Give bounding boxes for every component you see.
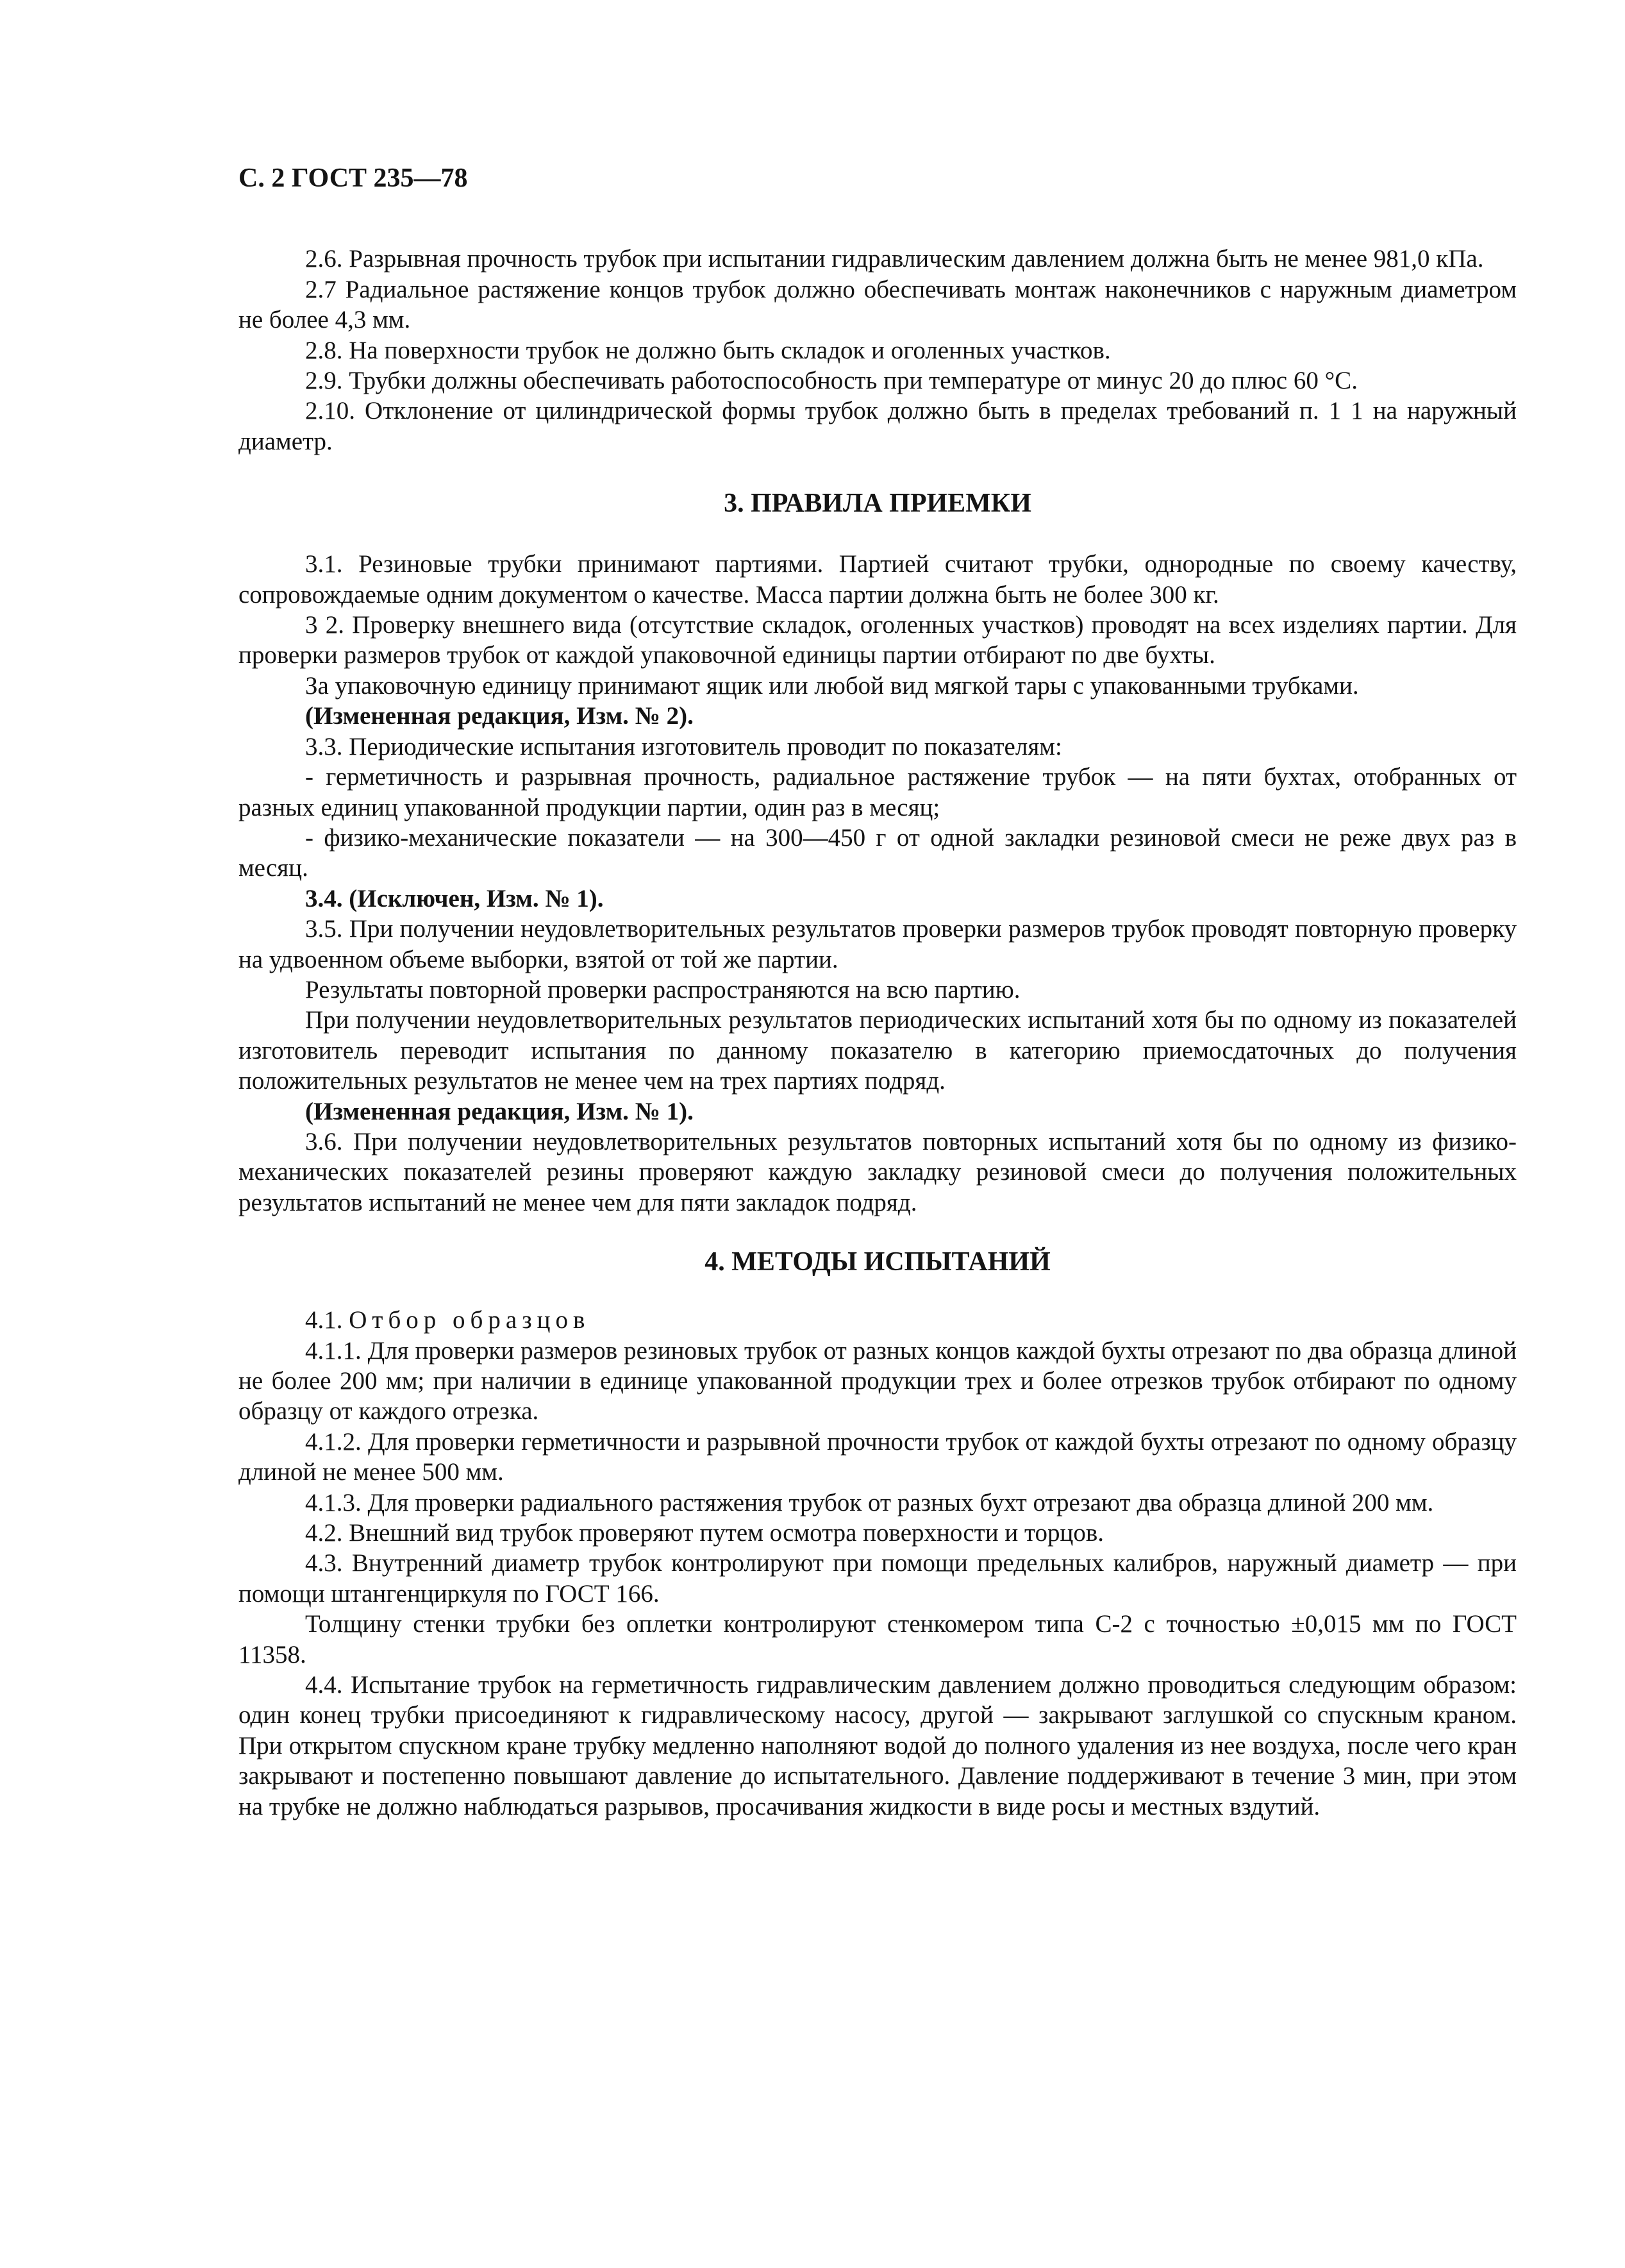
paragraph-3-5-result: Результаты повторной проверки распространяются на всю партию. [305, 975, 1021, 1004]
paragraph-2-8: 2.8. На поверхности трубок не должно быть складок и оголенных участков. [305, 336, 1111, 364]
paragraph-3-3-item-2: - физико-механические показатели — на 300—450 г от одной закладки резиновой смеси не реже двух раз в месяц. [238, 823, 1517, 882]
paragraph-4-1-heading: Отбор образцов [349, 1306, 590, 1334]
paragraph-4-1-1: 4.1.1. Для проверки размеров резиновых трубок от разных концов каждой бухты отрезают по два образца длиной не более 200 мм; при наличии в единице упакованной продукции трех и более отрезков трубок отбирают по одному образцу от каждого отрезка. [238, 1336, 1517, 1425]
paragraph-3-1: 3.1. Резиновые трубки принимают партиями. Партией считают трубки, однородные по своему качеству, сопровождаемые одним документом о качестве. Масса партии должна быть не более 300 кг. [238, 550, 1517, 609]
paragraph-3-3: 3.3. Периодические испытания изготовитель проводит по показателям: [305, 732, 1062, 760]
paragraph-3-3-item-1: - герметичность и разрывная прочность, радиальное растяжение трубок — на пяти бухтах, отобранных от разных единиц упакованной продукции партии, один раз в месяц; [238, 763, 1517, 821]
paragraph-3-2-packaging: За упаковочную единицу принимают ящик или любой вид мягкой тары с упакованными трубками. [305, 671, 1359, 700]
paragraph-4-1-2: 4.1.2. Для проверки герметичности и разрывной прочности трубок от каждой бухты отрезают по одному образцу длиной не менее 500 мм. [238, 1427, 1517, 1486]
paragraph-4-3: 4.3. Внутренний диаметр трубок контролируют при помощи предельных калибров, наружный диаметр — при помощи штангенциркуля по ГОСТ 166. [238, 1549, 1517, 1608]
paragraph-4-1-3: 4.1.3. Для проверки радиального растяжения трубок от разных бухт отрезают два образца длиной 200 мм. [305, 1488, 1434, 1516]
amendment-note-1: (Измененная редакция, Изм. № 1). [305, 1097, 694, 1125]
section-4-title: 4. МЕТОДЫ ИСПЫТАНИЙ [704, 1247, 1051, 1277]
paragraph-4-3-wall: Толщину стенки трубки без оплетки контролируют стенкомером типа С-2 с точностью ±0,015 мм по ГОСТ 11358. [238, 1610, 1517, 1668]
paragraph-2-6: 2.6. Разрывная прочность трубок при испытании гидравлическим давлением должна быть не менее 981,0 кПа. [305, 245, 1484, 273]
document-page [238, 164, 1517, 1822]
paragraph-4-2: 4.2. Внешний вид трубок проверяют путем осмотра поверхности и торцов. [305, 1519, 1104, 1547]
paragraph-2-10: 2.10. Отклонение от цилиндрической формы трубок должно быть в пределах требований п. 1 1 на наружный диаметр. [238, 397, 1517, 455]
paragraph-3-2: 3 2. Проверку внешнего вида (отсутствие складок, оголенных участков) проводят на всех изделиях партии. Для проверки размеров трубок от каждой упаковочной единицы партии отбирают по две бухты. [238, 611, 1517, 669]
amendment-note-2: (Измененная редакция, Изм. № 2). [305, 702, 694, 730]
paragraph-4-4: 4.4. Испытание трубок на герметичность гидравлическим давлением должно проводиться следующим образом: один конец трубки присоединяют к гидравлическому насосу, другой — закрывают заглушкой со спускным краном. При открытом спускном кране трубку медленно наполняют водой до полного удаления из нее воздуха, после чего кран закрывают и постепенно повышают давление до испытательного. Давление поддерживают в течение 3 мин, при этом на трубке не должно наблюдаться разрывов, просачивания жидкости в виде росы и местных вздутий. [238, 1671, 1517, 1820]
page-header: С. 2 ГОСТ 235—78 [238, 164, 468, 193]
paragraph-2-7: 2.7 Радиальное растяжение концов трубок должно обеспечивать монтаж наконечников с наружным диаметром не более 4,3 мм. [238, 275, 1517, 334]
paragraph-3-5: 3.5. При получении неудовлетворительных результатов проверки размеров трубок проводят повторную проверку на удвоенном объеме выборки, взятой от той же партии. [238, 915, 1517, 973]
paragraph-4-1-number: 4.1. [305, 1306, 343, 1334]
paragraph-3-4: 3.4. (Исключен, Изм. № 1). [305, 884, 604, 912]
section-3-title: 3. ПРАВИЛА ПРИЕМКИ [724, 489, 1031, 519]
paragraph-3-6: 3.6. При получении неудовлетворительных результатов повторных испытаний хотя бы по одному из физико-механических показателей резины проверяют каждую закладку резиновой смеси до получения положительных результатов испытаний не менее чем для пяти закладок подряд. [238, 1127, 1517, 1216]
paragraph-4-1 [238, 1305, 1517, 1335]
paragraph-2-9: 2.9. Трубки должны обеспечивать работоспособность при температуре от минус 20 до плюс 60 °С. [305, 367, 1358, 395]
paragraph-3-5-periodic: При получении неудовлетворительных результатов периодических испытаний хотя бы по одному из показателей изготовитель переводит испытания по данному показателю в категорию приемосдаточных до получения положительных результатов не менее чем на трех партиях подряд. [238, 1006, 1517, 1095]
